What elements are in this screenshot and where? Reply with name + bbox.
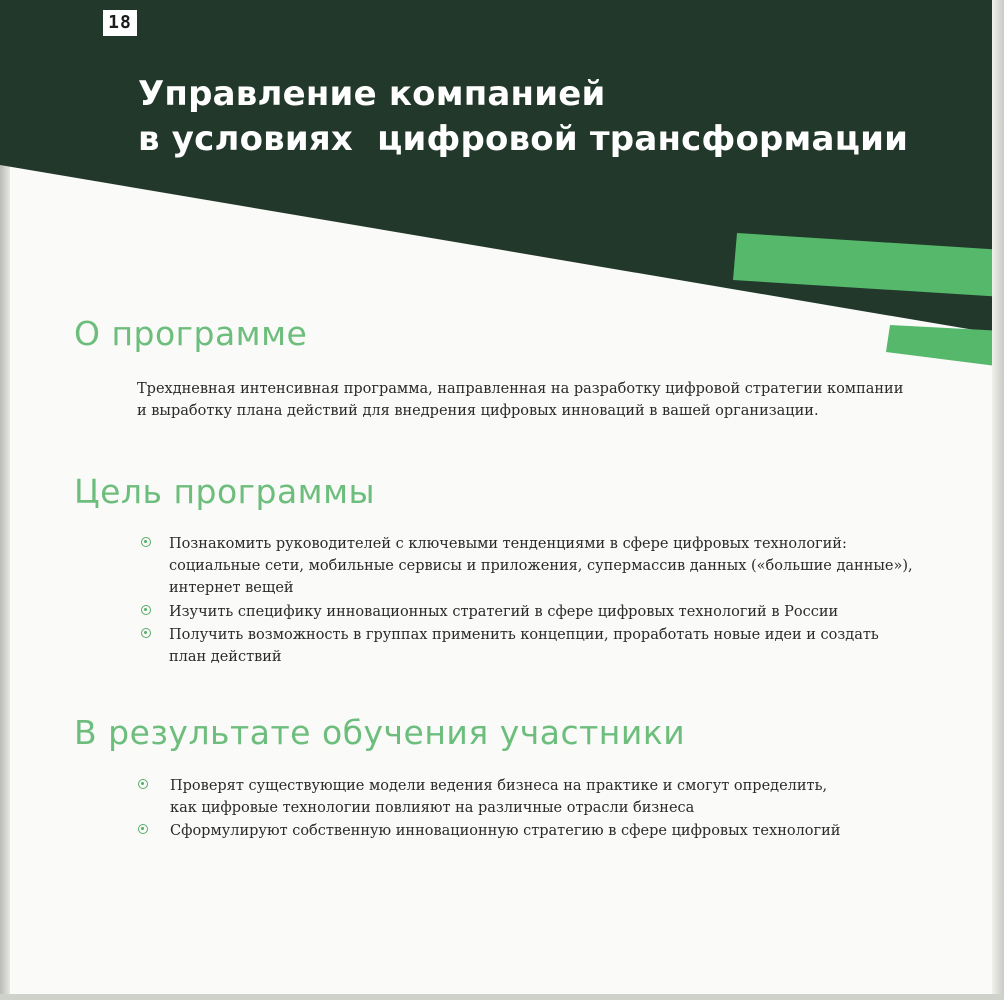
goal-list bbox=[141, 533, 913, 668]
page-number: 18 bbox=[103, 10, 137, 36]
results-list bbox=[138, 775, 840, 842]
list-item bbox=[141, 601, 913, 623]
paragraph-line: и выработку плана действий для внедрения цифровых инноваций в вашей организации. bbox=[137, 403, 819, 419]
target-bullet-icon bbox=[141, 605, 151, 615]
target-bullet-icon bbox=[138, 824, 148, 834]
list-item-line: Проверят существующие модели ведения бизнеса на практике и смогут определить, bbox=[170, 778, 828, 794]
page-title-line: Управление компанией bbox=[138, 74, 606, 114]
page-edge bbox=[992, 0, 1004, 1000]
list-item-line: как цифровые технологии повлияют на различные отрасли бизнеса bbox=[170, 800, 695, 816]
section-heading-results: В результате обучения участники bbox=[74, 713, 686, 752]
about-paragraph bbox=[137, 378, 903, 422]
target-bullet-icon bbox=[141, 537, 151, 547]
page-title bbox=[138, 72, 908, 162]
section-heading-about: О программе bbox=[74, 314, 308, 353]
list-item-line: Сформулируют собственную инновационную стратегию в сфере цифровых технологий bbox=[170, 823, 841, 839]
list-item-line: Изучить специфику инновационных стратегий в сфере цифровых технологий в России bbox=[169, 604, 839, 620]
list-item bbox=[138, 775, 840, 819]
list-item bbox=[138, 820, 840, 842]
accent-stripe-lower bbox=[886, 325, 1004, 367]
list-item-line: социальные сети, мобильные сервисы и приложения, супермассив данных («большие данные»), bbox=[169, 558, 913, 574]
section-heading-goal: Цель программы bbox=[74, 472, 376, 511]
page-bottom-edge bbox=[0, 994, 1004, 1000]
list-item bbox=[141, 533, 913, 599]
paragraph-line: Трехдневная интенсивная программа, направленная на разработку цифровой стратегии компании bbox=[137, 381, 904, 397]
list-item-line: план действий bbox=[169, 649, 282, 665]
list-item-line: Получить возможность в группах применить концепции, проработать новые идеи и создать bbox=[169, 627, 879, 643]
target-bullet-icon bbox=[138, 779, 148, 789]
target-bullet-icon bbox=[141, 628, 151, 638]
page-title-line: в условиях цифровой трансформации bbox=[138, 119, 909, 159]
list-item-line: Познакомить руководителей с ключевыми тенденциями в сфере цифровых технологий: bbox=[169, 536, 847, 552]
list-item bbox=[141, 624, 913, 668]
list-item-line: интернет вещей bbox=[169, 580, 294, 596]
